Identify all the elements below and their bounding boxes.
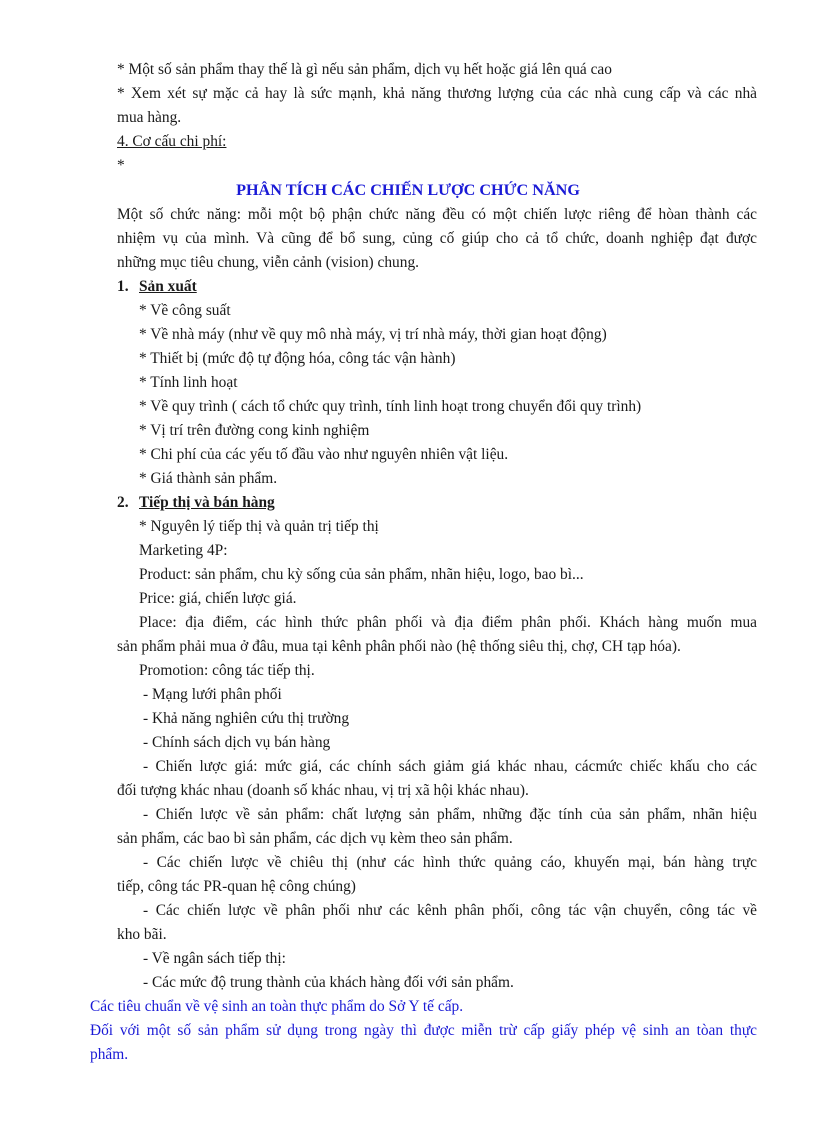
- product-strategy-line-cont: sản phẩm, các bao bì sản phẩm, các dịch vụ kèm theo sản phẩm.: [117, 830, 513, 847]
- distribution-network-line: - Mạng lưới phân phối: [143, 686, 282, 703]
- promotion-strategy-line: - Các chiến lược về chiêu thị (như các hình thức quảng cáo, khuyến mại, bán hàng trực: [143, 854, 757, 871]
- intro-line-1: Một số chức năng: mỗi một bộ phận chức năng đều có một chiến lược riêng để hòan thành các: [117, 206, 757, 223]
- sales-service-line: - Chính sách dịch vụ bán hàng: [143, 734, 331, 751]
- marketing-principle-line: * Nguyên lý tiếp thị và quản trị tiếp thị: [139, 518, 379, 535]
- market-research-line: - Khả năng nghiên cứu thị trường: [143, 710, 350, 727]
- intro-line-2: nhiệm vụ của mình. Và cũng để bổ sung, củng cố giúp cho cả tổ chức, doanh nghiệp đạt được: [117, 230, 757, 247]
- section-1-item: * Về công suất: [139, 302, 231, 319]
- marketing-4p-line: Marketing 4P:: [139, 542, 228, 559]
- section-1-item: * Tính linh hoạt: [139, 374, 238, 391]
- promotion-line: Promotion: công tác tiếp thị.: [139, 662, 315, 679]
- price-strategy-line-cont: đối tượng khác nhau (doanh số khác nhau, vị trị xã hội khác nhau).: [117, 782, 529, 799]
- section-1-title: Sản xuất: [139, 278, 197, 295]
- section-2-number: 2.: [117, 494, 129, 511]
- section-1-item: * Thiết bị (mức độ tự động hóa, công tác vận hành): [139, 350, 456, 367]
- bargaining-power-line-cont: mua hàng.: [117, 109, 182, 126]
- license-exemption-line: Đối với một số sản phẩm sử dụng trong ngày thì được miễn trừ cấp giấy phép vệ sinh an tòan thực: [90, 1022, 757, 1039]
- distribution-strategy-line: - Các chiến lược về phân phối như các kênh phân phối, công tác vận chuyển, công tác về: [143, 902, 757, 919]
- price-strategy-line: - Chiến lược giá: mức giá, các chính sách giảm giá khác nhau, cácmức chiếc khấu cho các: [143, 758, 757, 775]
- customer-loyalty-line: - Các mức độ trung thành của khách hàng đối với sản phẩm.: [143, 974, 514, 991]
- section-1-item: * Vị trí trên đường cong kinh nghiệm: [139, 422, 370, 439]
- marketing-budget-line: - Về ngân sách tiếp thị:: [143, 950, 286, 967]
- cost-structure-star: *: [117, 157, 125, 174]
- price-line: Price: giá, chiến lược giá.: [139, 590, 297, 607]
- product-strategy-line: - Chiến lược về sản phẩm: chất lượng sản phẩm, những đặc tính của sản phẩm, nhãn hiệu: [143, 806, 757, 823]
- main-heading: PHÂN TÍCH CÁC CHIẾN LƯỢC CHỨC NĂNG: [236, 181, 580, 199]
- license-exemption-line-cont: phẩm.: [90, 1046, 129, 1063]
- section-1-item: * Giá thành sản phẩm.: [139, 470, 278, 487]
- intro-line-3: những mục tiêu chung, viễn cảnh (vision) chung.: [117, 254, 419, 271]
- place-line: Place: địa điểm, các hình thức phân phối và địa điểm phân phối. Khách hàng muốn mua: [139, 614, 757, 631]
- product-line: Product: sản phẩm, chu kỳ sống của sản phẩm, nhãn hiệu, logo, bao bì...: [139, 566, 584, 583]
- cost-structure-heading: 4. Cơ cấu chi phí:: [117, 133, 227, 150]
- section-1-item: * Về quy trình ( cách tổ chức quy trình, tính linh hoạt trong chuyển đổi quy trình): [139, 398, 642, 415]
- section-1-item: * Chi phí của các yếu tố đầu vào như nguyên nhiên vật liệu.: [139, 446, 509, 463]
- section-2-title: Tiếp thị và bán hàng: [139, 494, 275, 511]
- bargaining-power-line: * Xem xét sự mặc cả hay là sức mạnh, khả năng thương lượng của các nhà cung cấp và các nhà: [117, 85, 757, 102]
- section-1-item: * Về nhà máy (như về quy mô nhà máy, vị trí nhà máy, thời gian hoạt động): [139, 326, 607, 343]
- section-1-number: 1.: [117, 278, 129, 295]
- distribution-strategy-line-cont: kho bãi.: [117, 926, 167, 943]
- substitute-products-line: * Một số sản phẩm thay thế là gì nếu sản phẩm, dịch vụ hết hoặc giá lên quá cao: [117, 61, 612, 78]
- food-safety-line: Các tiêu chuẩn về vệ sinh an toàn thực phẩm do Sở Y tế cấp.: [90, 998, 464, 1015]
- promotion-strategy-line-cont: tiếp, công tác PR-quan hệ công chúng): [117, 878, 356, 895]
- place-line-cont: sản phẩm phải mua ở đâu, mua tại kênh phân phối nào (hệ thống siêu thị, chợ, CH tạp hóa).: [117, 638, 681, 655]
